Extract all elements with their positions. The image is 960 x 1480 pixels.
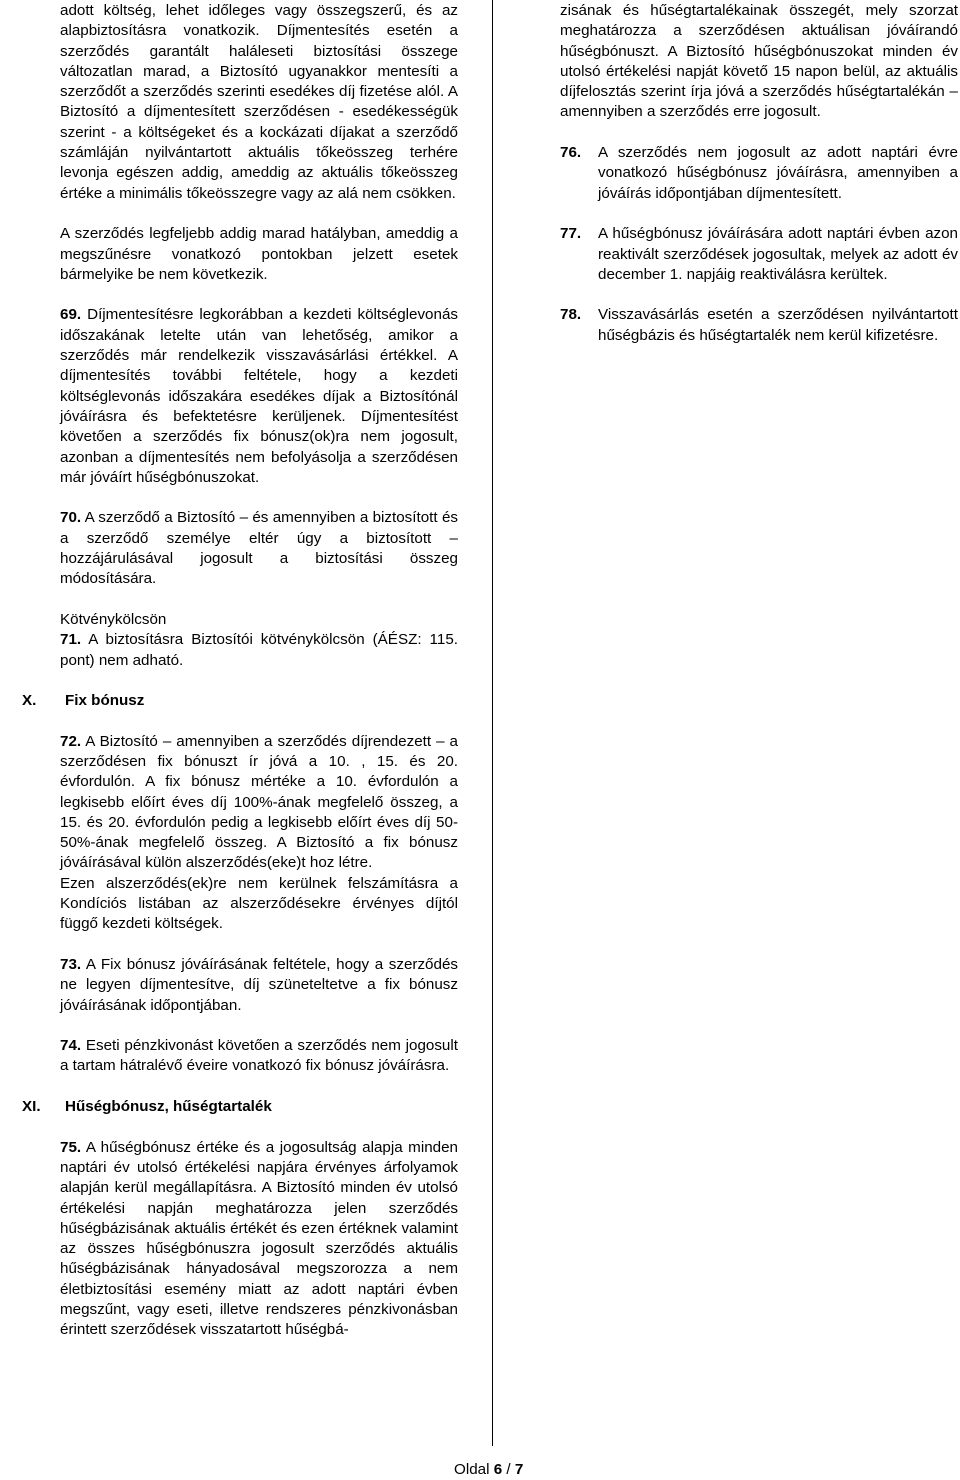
section-heading-xi bbox=[22, 1097, 458, 1117]
section-title: Fix bónusz bbox=[65, 692, 145, 710]
validity-paragraph: A szerződés legfeljebb addig marad hatályban, ameddig a megszűnésre vonatkozó pontokban jelzett esetek bármelyike be nem következik. bbox=[60, 225, 458, 283]
clause-number: 69. bbox=[60, 306, 82, 324]
clause-number: 78. bbox=[560, 306, 582, 324]
column-divider bbox=[492, 0, 493, 1446]
clause-text: A Fix bónusz jóváírásának feltétele, hogy a szerződés ne legyen díjmentesítve, díj szüneteltetve a fix bónusz jóváírásának időpontjában. bbox=[60, 955, 458, 1014]
clause-69 bbox=[60, 305, 458, 488]
clause-75-continuation: zisának és hűségtartalékainak összegét, mely szorzat meghatározza a szerződésen aktuálisan jóváírandó hűségbónuszt. A Biztosító hűségbónuszokat minden év utolsó értékelési napját követő 15 napon belül, az aktuális díjfelosztás szerint írja jóvá a szerződés hűségtartalékán – amennyiben a szerződés erre jogosult. bbox=[560, 2, 958, 121]
clause-70 bbox=[60, 508, 458, 589]
clause-number: 72. bbox=[60, 732, 82, 750]
right-column bbox=[560, 1, 958, 346]
subheading-policy-loan: Kötvénykölcsön bbox=[60, 610, 167, 628]
clause-text: A szerződő a Biztosító – és amennyiben a biztosított és a szerződő személye eltér úgy a biztosított – hozzájárulásával jogosult a biztosítási összeg módosítására. bbox=[60, 509, 458, 588]
clause-72 bbox=[60, 732, 458, 874]
clause-text: Eseti pénzkivonást követően a szerződés nem jogosult a tartam hátralévő éveire vonatkozó fix bónusz jóváírásra. bbox=[60, 1037, 458, 1075]
clause-73 bbox=[60, 955, 458, 1016]
clause-text: A szerződés nem jogosult az adott naptári évre vonatkozó hűségbónusz jóváírásra, amennyiben a jóváírás időpontjában díjmentesített. bbox=[598, 144, 958, 202]
page-label: Oldal bbox=[454, 1461, 490, 1478]
clause-number: 75. bbox=[60, 1138, 82, 1156]
page-current: 6 bbox=[493, 1461, 503, 1478]
clause-75 bbox=[60, 1138, 458, 1341]
clause-72-continuation: Ezen alszerződés(ek)re nem kerülnek felszámításra a Kondíciós listában az alszerződésekre érvényes díjtól függő kezdeti költségek. bbox=[60, 874, 458, 933]
clause-text: A biztosításra Biztosítói kötvénykölcsön (ÁÉSZ: 115. pont) nem adható. bbox=[60, 631, 458, 669]
clause-number: 71. bbox=[60, 631, 82, 649]
page-separator: / bbox=[506, 1461, 511, 1478]
section-heading-x bbox=[22, 691, 458, 711]
section-number: X. bbox=[22, 692, 37, 710]
clause-text: A hűségbónusz jóváírására adott naptári évben azon reaktivált szerződések jogosultak, melyek az adott év december 1. napjáig reaktiválásra kerültek. bbox=[598, 225, 958, 283]
clause-text: A Biztosító – amennyiben a szerződés díjrendezett – a szerződésen fix bónuszt ír jóvá a 10. , 15. és 20. évfordulón. A fix bónusz mértéke a 10. évfordulón a legkisebb előírt éves díj 100%-ának megfelelő összeg, a 15. és 20. évfordulón pedig a legkisebb előírt éves díj 50-50%-ának megfelelő összeg. A Biztosító a fix bónusz jóváírásával külön alszerződés(eke)t hoz létre. bbox=[60, 732, 458, 872]
clause-78 bbox=[560, 305, 958, 346]
clause-74 bbox=[60, 1036, 458, 1077]
clause-71 bbox=[60, 630, 458, 671]
section-number: XI. bbox=[22, 1098, 41, 1116]
left-column bbox=[22, 1, 458, 1341]
intro-paragraph: adott költség, lehet időleges vagy összegszerű, és az alapbiztosításra vonatkozik. Díjmentesítés esetén a szerződés garantált haláleseti biztosítási összege változatlan marad, a Biztosító ugyanakkor mentesíti a szerződőt a szerződés szerinti esedékes díj fizetése alól. A Biztosító a díjmentesített szerződésen - esedékességük szerint - a költségeket és a kockázati díjakat a szerződő számláján nyilvántartott aktuális tőkeösszeg terhére levonja egészen addig, ameddig az aktuális tőkeösszeg értéke a minimális tőkeösszegre vagy az alá nem csökken. bbox=[60, 2, 458, 202]
clause-number: 77. bbox=[560, 225, 582, 243]
clause-number: 74. bbox=[60, 1037, 82, 1055]
clause-76 bbox=[560, 143, 958, 204]
clause-text: A hűségbónusz értéke és a jogosultság alapja minden naptári év utolsó értékelési napjára érvényes árfolyamok alapján kerül megállapításra. A Biztosító minden év utolsó értékelési napján meghatározza jelen szerződés hűségbázisának aktuális értékét és ezen értéknek valamint az összes hűségbónuszra jogosult szerződés aktuális hűségbázisának hányadosával megszorozza a nem életbiztosítási esemény miatt az adott naptári évben megszűnt, vagy eseti, illetve rendszeres pénzkivonásban érintett szerződések visszatartott hűségbá- bbox=[60, 1138, 458, 1339]
clause-number: 73. bbox=[60, 955, 82, 973]
clause-number: 76. bbox=[560, 144, 582, 162]
section-title: Hűségbónusz, hűségtartalék bbox=[65, 1098, 272, 1116]
clause-text: Díjmentesítésre legkorábban a kezdeti költséglevonás időszakának letelte után van lehetőség, amikor a szerződés már rendelkezik visszavásárlási értékkel. A díjmentesítés további feltétele, hogy a kezdeti költséglevonás időszakára esedékes díjak a Biztosítónál jóváírásra és befektetésre kerüljenek. Díjmentesítést követően a szerződés fix bónusz(ok)ra nem jogosult, azonban a díjmentesítés nem befolyásolja a szerződésen már jóváírt hűségbónuszokat. bbox=[60, 306, 458, 486]
page-total: 7 bbox=[514, 1461, 524, 1478]
clause-text: Visszavásárlás esetén a szerződésen nyilvántartott hűségbázis és hűségtartalék nem kerül kifizetésre. bbox=[598, 306, 958, 344]
page-footer bbox=[454, 1460, 523, 1480]
clause-number: 70. bbox=[60, 509, 82, 527]
clause-77 bbox=[560, 224, 958, 285]
